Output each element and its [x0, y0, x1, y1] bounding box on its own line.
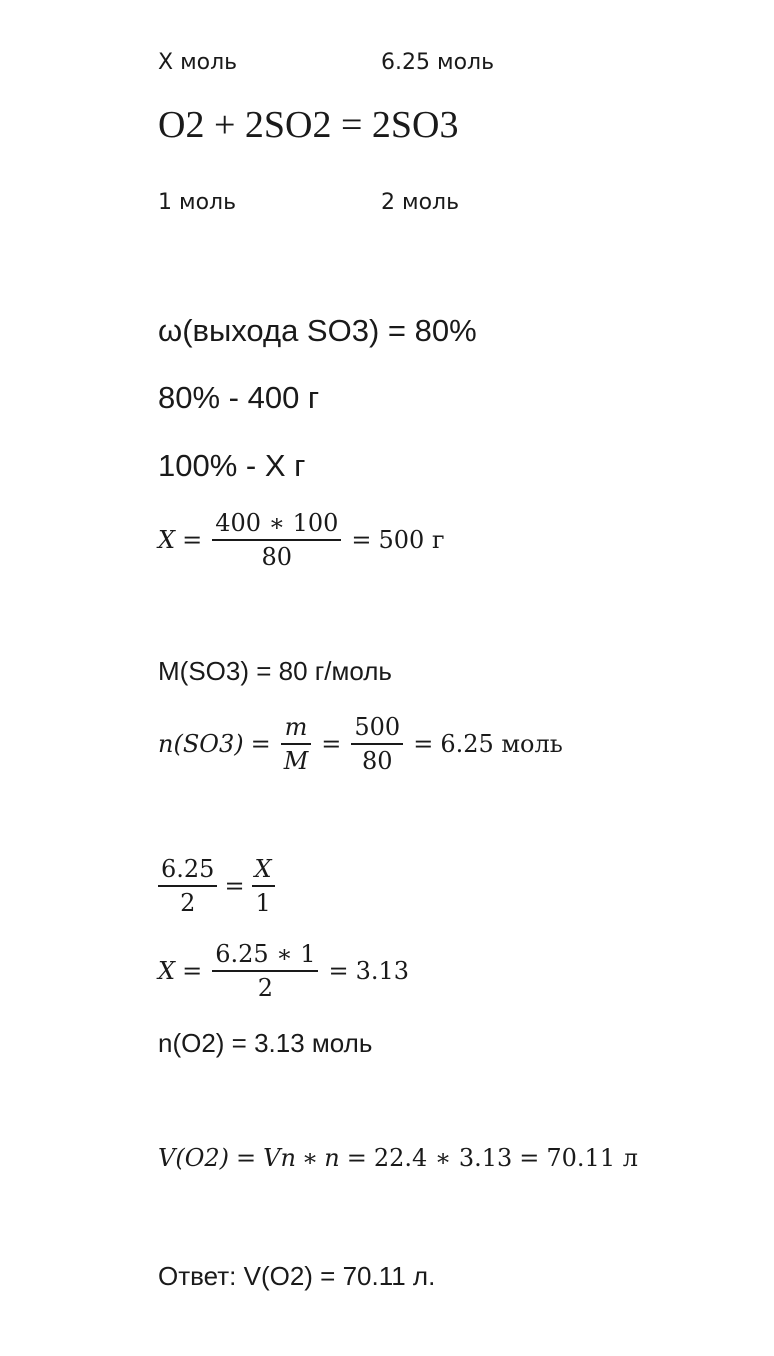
coef-o2-label: 1 моль — [158, 190, 237, 215]
eq1-lhs: X — [158, 526, 176, 555]
eq1-result: 500 г — [378, 526, 445, 555]
answer-line: Ответ: V(O2) = 70.11 л. — [158, 1261, 436, 1291]
eq3-left-den: 2 — [180, 889, 196, 918]
equation-proportion — [155, 856, 278, 917]
eq2-result: 6.25 моль — [440, 730, 563, 759]
moles-so3-label: 6.25 моль — [381, 50, 495, 75]
eq5-result: 70.11 л — [546, 1144, 638, 1172]
eq3-right-num: X — [254, 855, 272, 883]
equation-mass — [158, 510, 445, 571]
eq5-multiply: ∗ — [301, 1144, 319, 1172]
eq2-frac1-num: m — [284, 713, 308, 741]
proportion-line-1: 80% - 400 г — [158, 380, 320, 415]
equals-sign: = — [351, 526, 372, 555]
eq5-vn: Vn — [263, 1144, 296, 1172]
equals-sign: = — [321, 730, 342, 759]
proportion-line-2: 100% - X г — [158, 448, 306, 483]
eq4-denominator: 2 — [257, 974, 273, 1003]
equals-sign: = — [224, 872, 245, 901]
yield-line: ω(выхода SO3) = 80% — [158, 313, 477, 348]
eq2-arg: (SO3) — [173, 730, 244, 759]
eq4-result: 3.13 — [355, 957, 410, 986]
eq4-lhs: X — [158, 957, 176, 986]
reaction-equation: O2 + 2SO2 = 2SO3 — [158, 104, 459, 146]
eq3-left-fraction — [158, 856, 217, 917]
moles-x-label: X моль — [158, 50, 238, 75]
eq2-frac2-den: 80 — [362, 747, 393, 776]
equals-sign: = — [328, 957, 349, 986]
equals-sign: = — [346, 1144, 367, 1172]
equals-sign: = — [182, 957, 203, 986]
eq1-denominator: 80 — [261, 543, 293, 572]
equals-sign: = — [413, 730, 434, 759]
equation-moles-so3 — [158, 714, 563, 775]
eq3-left-num: 6.25 — [161, 855, 215, 883]
eq3-right-den: 1 — [255, 889, 271, 918]
molar-mass-line: M(SO3) = 80 г/моль — [158, 656, 392, 686]
eq2-fraction-symbolic — [281, 714, 312, 775]
eq5-lhs: V(O2) — [158, 1144, 230, 1172]
eq5-rhs: 22.4 ∗ 3.13 — [373, 1144, 513, 1172]
moles-o2-line: n(O2) = 3.13 моль — [158, 1028, 373, 1058]
eq2-frac2-num: 500 — [354, 713, 401, 741]
equals-sign: = — [182, 526, 203, 555]
eq3-right-fraction — [252, 856, 275, 917]
equals-sign: = — [250, 730, 271, 759]
eq2-fraction-numeric — [351, 714, 403, 775]
equals-sign: = — [519, 1144, 540, 1172]
eq5-n: n — [324, 1144, 340, 1172]
equation-volume — [158, 1144, 638, 1172]
equals-sign: = — [236, 1144, 257, 1172]
eq4-fraction — [212, 941, 318, 1002]
eq1-numerator: 400 ∗ 100 — [215, 509, 339, 537]
eq4-numerator: 6.25 ∗ 1 — [215, 940, 316, 968]
coef-so3-label: 2 моль — [381, 190, 460, 215]
eq1-fraction — [212, 510, 341, 571]
eq2-n: n — [158, 730, 174, 759]
eq2-frac1-den: M — [283, 747, 309, 776]
equation-moles-o2 — [158, 941, 409, 1002]
